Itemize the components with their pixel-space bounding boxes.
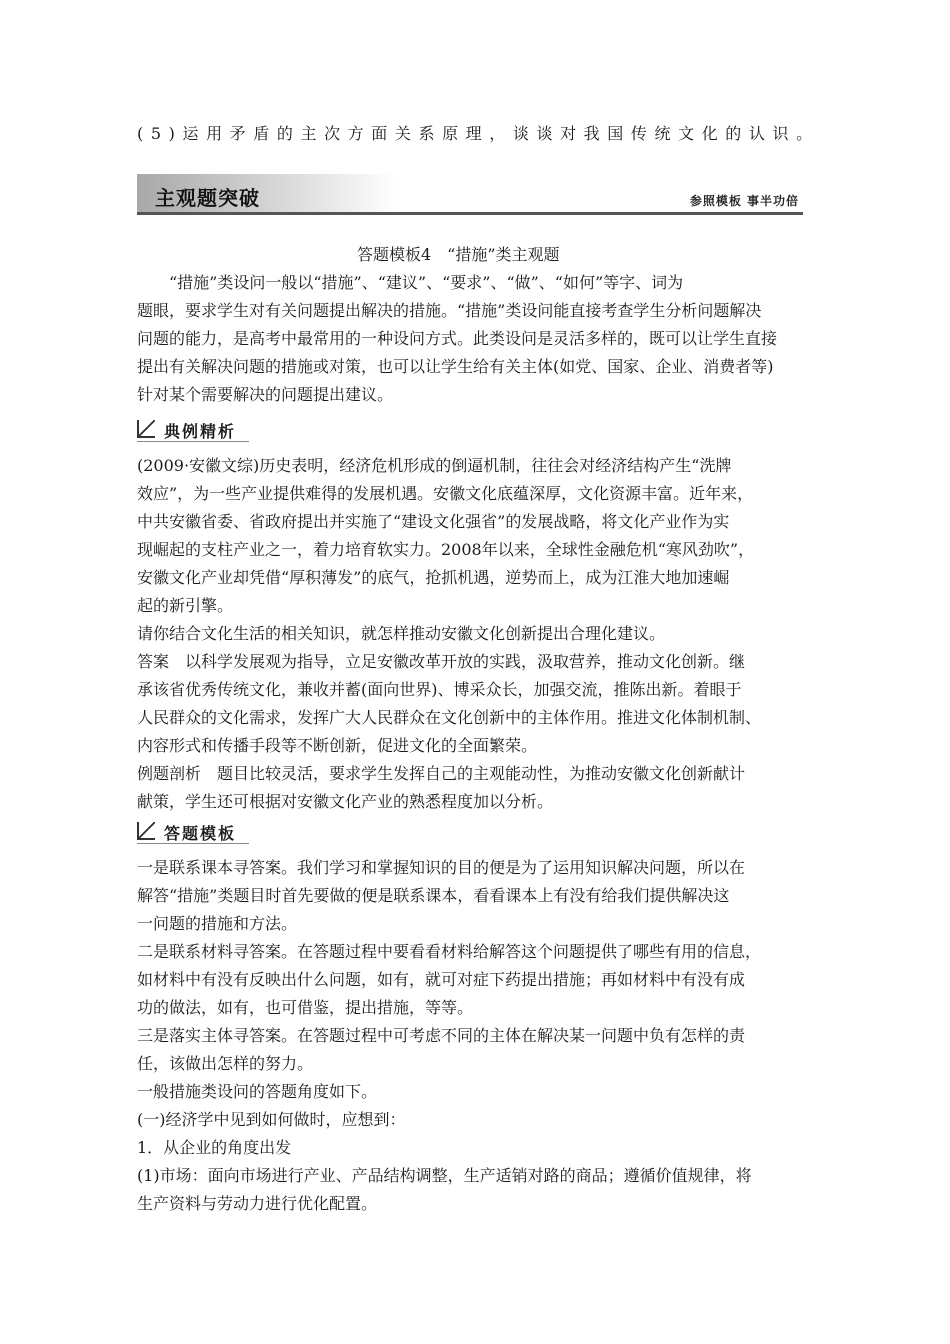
example-line: (2009·安徽文综)历史表明，经济危机形成的倒逼机制，往往会对经济结构产生“洗牌 [137,456,732,475]
template-line: (一)经济学中见到如何做时，应想到： [137,1110,406,1129]
example-question: 请你结合文化生活的相关知识，就怎样推动安徽文化创新提出合理化建议。 [137,624,666,643]
template-line: 一问题的措施和方法。 [137,914,298,933]
section-template-heading [137,822,257,842]
intro-line: “措施”类设问一般以“措施”、“建议”、“要求”、“做”、“如何”等字、词为 [137,273,684,292]
template-line: 1．从企业的角度出发 [137,1138,292,1157]
intro-line: 针对某个需要解决的问题提出建议。 [137,385,394,404]
example-line: 中共安徽省委、省政府提出并实施了“建设文化强省”的发展战略，将文化产业作为实 [137,512,730,531]
section-label: 典例精析 [164,422,237,441]
section-mark-icon [137,822,155,840]
answer-line: 人民群众的文化需求，发挥广大人民群众在文化创新中的主体作用。推进文化体制机制、 [137,708,762,727]
banner-title: 主观题突破 [155,186,260,210]
template-line: 一是联系课本寻答案。我们学习和掌握知识的目的便是为了运用知识解决问题，所以在 [137,858,746,877]
answer-line: 答案 以科学发展观为指导，立足安徽改革开放的实践，汲取营养，推动文化创新。继 [137,652,746,671]
banner-rule [137,212,803,215]
template-line: 一般措施类设问的答题角度如下。 [137,1082,378,1101]
template-line: (1)市场：面向市场进行产业、产品结构调整，生产适销对路的商品；遵循价值规律，将 [137,1166,752,1185]
example-line: 效应”，为一些产业提供难得的发展机遇。安徽文化底蕴深厚，文化资源丰富。近年来， [137,484,754,503]
example-line: 现崛起的支柱产业之一，着力培育软实力。2008年以来，全球性金融危机“寒风劲吹”， [137,540,755,559]
template-line: 二是联系材料寻答案。在答题过程中要看看材料给解答这个问题提供了哪些有用的信息， [137,942,762,961]
section-underline [137,843,249,844]
section-underline [137,441,249,442]
template-line: 如材料中有没有反映出什么问题，如有，就可对症下药提出措施；再如材料中有没有成 [137,970,746,989]
intro-line: 问题的能力，是高考中最常用的一种设问方式。此类设问是灵活多样的，既可以让学生直接 [137,329,778,348]
section-label: 答题模板 [164,824,237,843]
template-line: 任，该做出怎样的努力。 [137,1054,314,1073]
example-line: 起的新引擎。 [137,596,234,615]
example-line: 安徽文化产业却凭借“厚积薄发”的底气，抢抓机遇，逆势而上，成为江淮大地加速崛 [137,568,730,587]
analysis-line: 例题剖析 题目比较灵活，要求学生发挥自己的主观能动性，为推动安徽文化创新献计 [137,764,746,783]
answer-line: 承该省优秀传统文化，兼收并蓄(面向世界)、博采众长，加强交流，推陈出新。着眼于 [137,680,742,699]
intro-line: 提出有关解决问题的措施或对策，也可以让学生给有关主体(如党、国家、企业、消费者等) [137,357,774,376]
section-example-heading [137,420,257,440]
analysis-line: 献策，学生还可根据对安徽文化产业的熟悉程度加以分析。 [137,792,554,811]
template-line: 三是落实主体寻答案。在答题过程中可考虑不同的主体在解决某一问题中负有怎样的责 [137,1026,746,1045]
template-line: 功的做法，如有，也可借鉴，提出措施，等等。 [137,998,474,1017]
answer-line: 内容形式和传播手段等不断创新，促进文化的全面繁荣。 [137,736,538,755]
section-banner [137,174,803,218]
question-5: (5)运用矛盾的主次方面关系原理，谈谈对我国传统文化的认识。 [137,124,820,143]
template-line: 生产资料与劳动力进行优化配置。 [137,1194,378,1213]
template-heading: 答题模板4 “措施”类主观题 [357,245,560,264]
intro-line: 题眼，要求学生对有关问题提出解决的措施。“措施”类设问能直接考查学生分析问题解决 [137,301,762,320]
template-line: 解答“措施”类题目时首先要做的便是联系课本，看看课本上有没有给我们提供解决这 [137,886,730,905]
section-mark-icon [137,420,155,438]
banner-subtitle: 参照模板 事半功倍 [689,194,799,208]
